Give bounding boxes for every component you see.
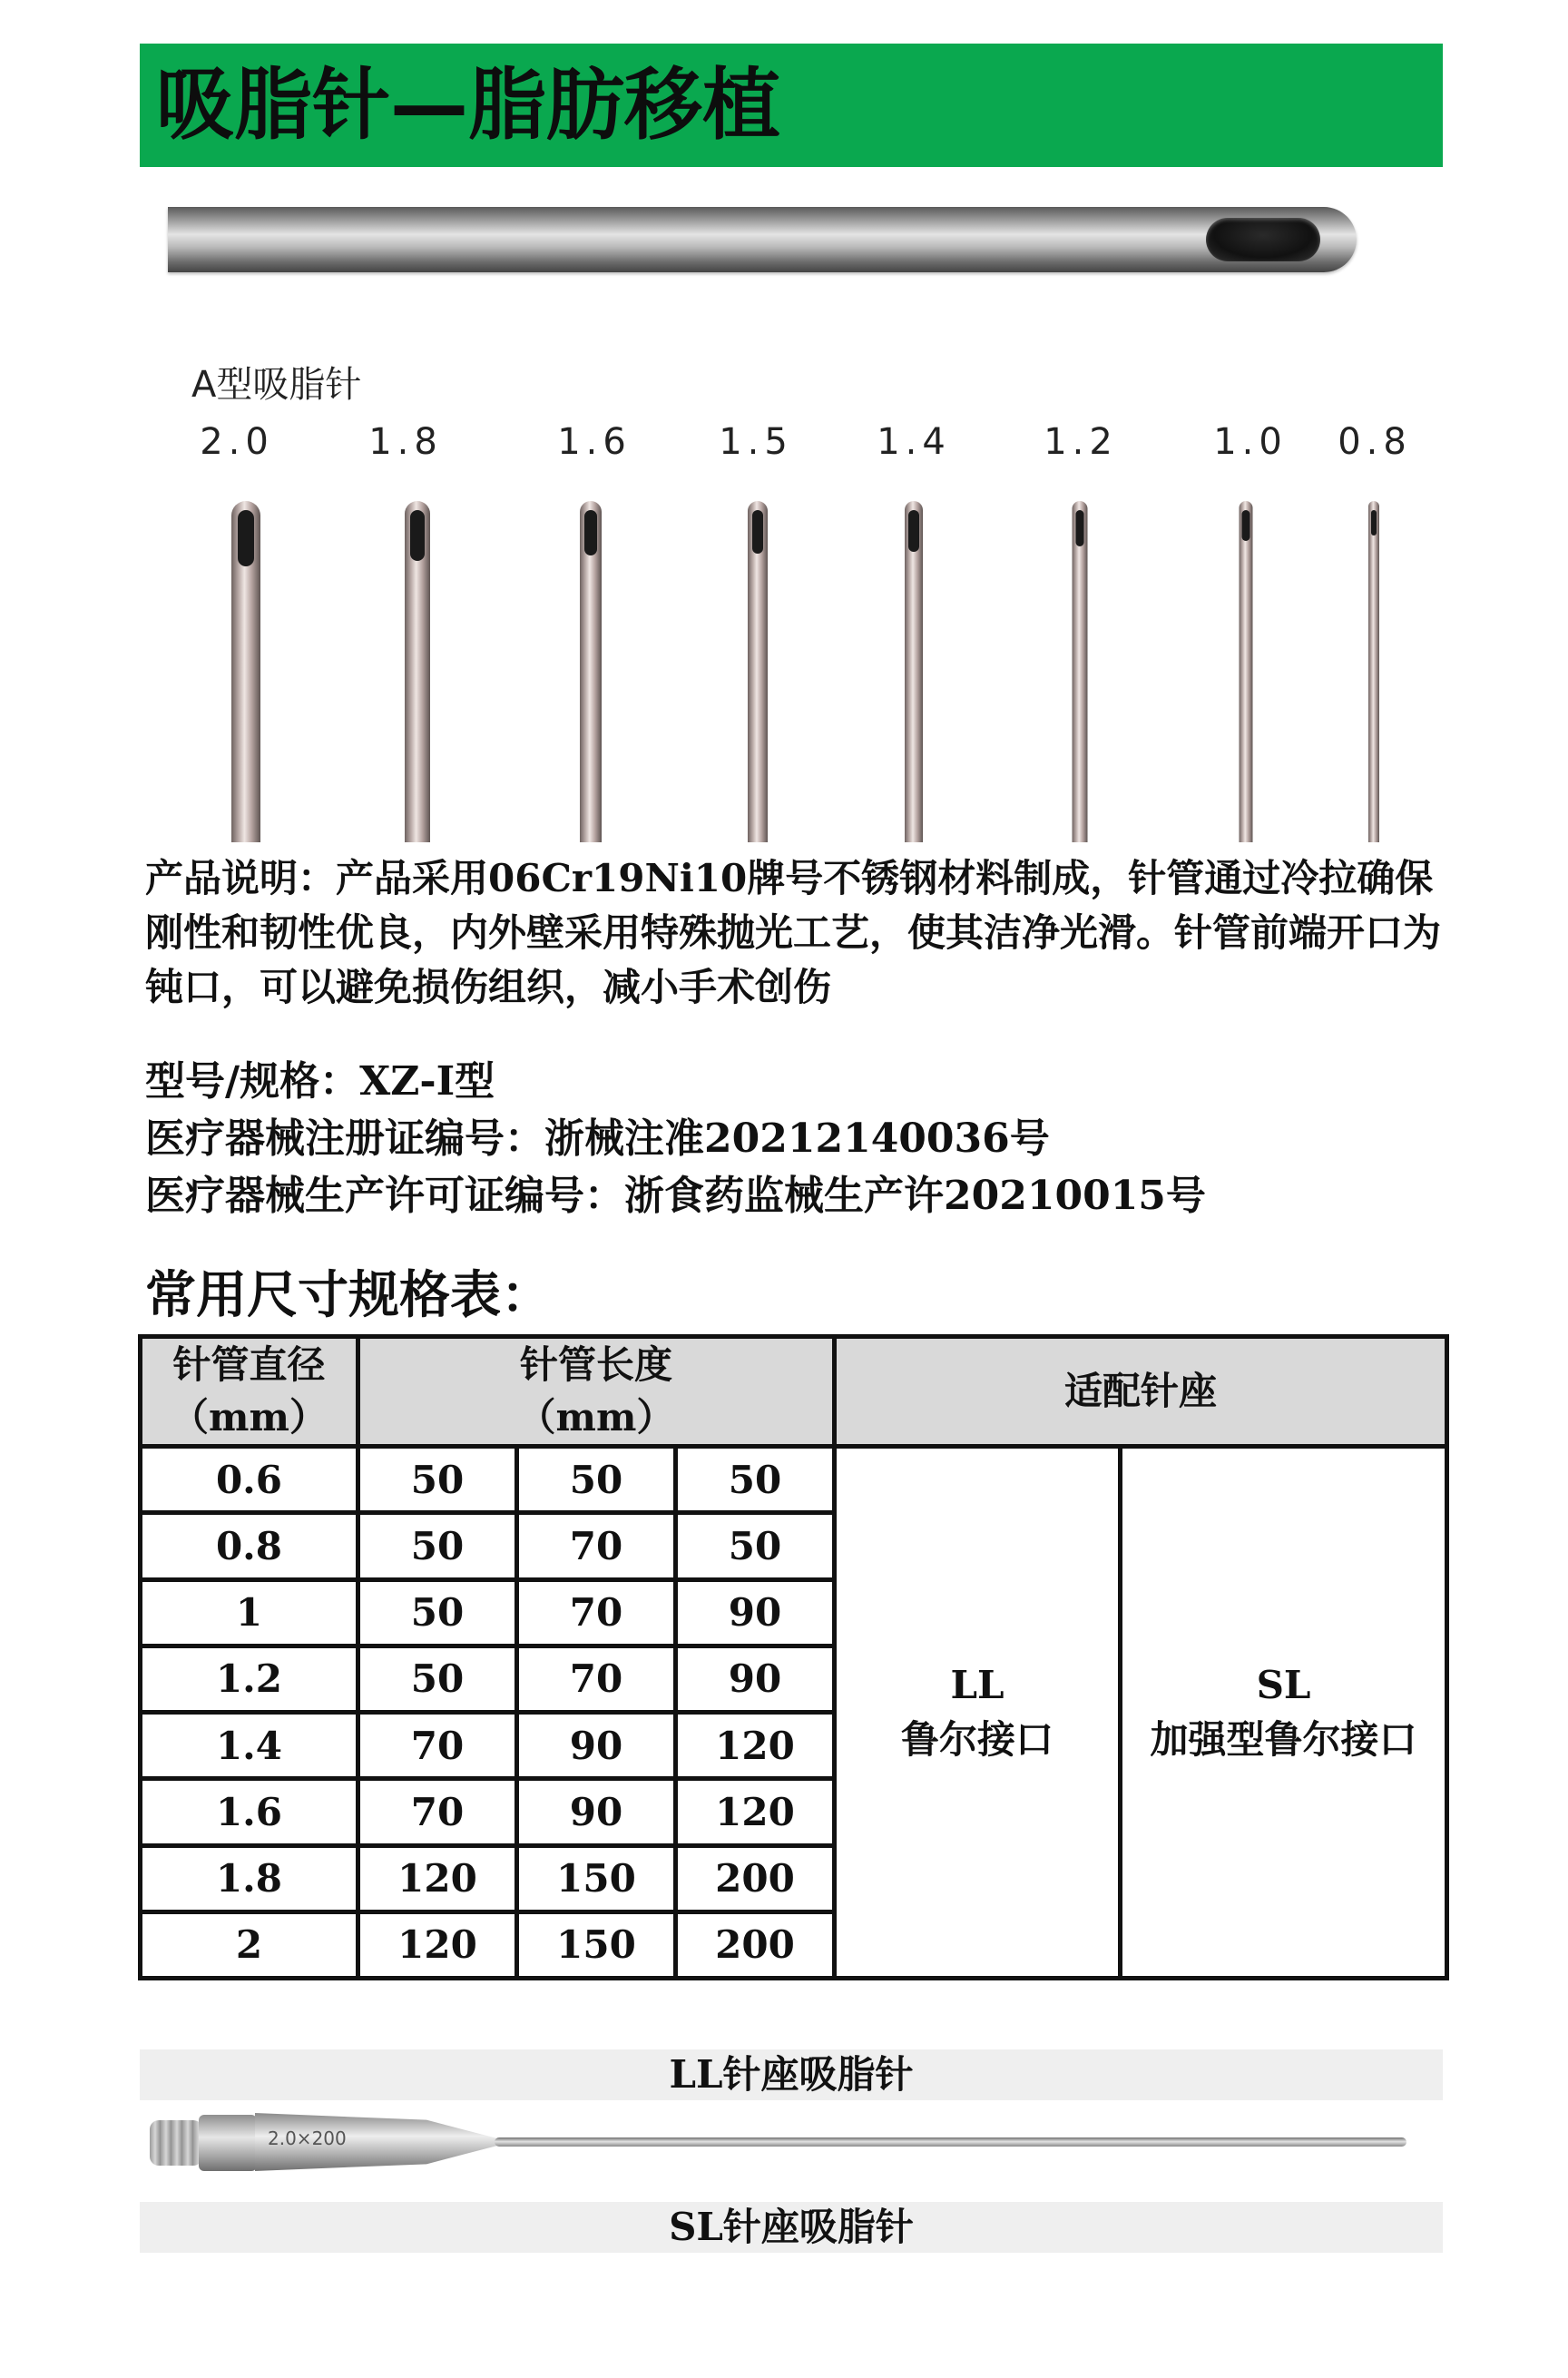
cell-length: 150 [517, 1845, 676, 1911]
hub-ring [199, 2115, 257, 2171]
cell-length: 120 [358, 1911, 517, 1978]
model-spec: 型号/规格：XZ-I型 [145, 1058, 495, 1105]
ll-hub-needle-photo [150, 2109, 1406, 2175]
gauge-label: 1.2 [1044, 421, 1118, 463]
cell-length: 50 [676, 1447, 835, 1513]
cell-length: 120 [676, 1779, 835, 1845]
cell-length: 120 [676, 1713, 835, 1779]
cell-length: 120 [358, 1845, 517, 1911]
hub-ll-code: LL [950, 1662, 1004, 1707]
product-description: 产品说明：产品采用06Cr19Ni10牌号不锈钢材料制成，针管通过冷拉确保刚性和韧性优良，内外壁采用特殊抛光工艺，使其洁净光滑。针管前端开口为钝口，可以避免损伤组织，减小手术创伤 [145, 856, 1442, 1009]
gauge-label: 1.0 [1213, 421, 1288, 463]
needle-1-6 [580, 501, 602, 842]
col-header-length [358, 1337, 835, 1447]
gauge-label: 1.4 [877, 421, 951, 463]
diameter-unit: （mm） [171, 1395, 328, 1440]
cell-length: 70 [358, 1713, 517, 1779]
hub-grip [150, 2120, 202, 2166]
cell-length: 90 [676, 1579, 835, 1646]
cell-diameter: 1.2 [141, 1646, 358, 1712]
col-header-hub: 适配针座 [835, 1337, 1447, 1447]
spec-table [138, 1334, 1449, 1980]
spec-table-title: 常用尺寸规格表： [145, 1266, 552, 1325]
cell-diameter: 1.6 [141, 1779, 358, 1845]
cell-length: 50 [358, 1513, 517, 1579]
cell-length: 70 [517, 1513, 676, 1579]
cell-length: 50 [358, 1646, 517, 1712]
needle-1-4 [905, 501, 923, 842]
cell-length: 200 [676, 1845, 835, 1911]
cell-length: 70 [517, 1646, 676, 1712]
cell-length: 90 [517, 1779, 676, 1845]
cell-length: 50 [358, 1579, 517, 1646]
gauge-label: 0.8 [1338, 421, 1412, 463]
ll-needle-caption: LL针座吸脂针 [140, 2049, 1443, 2100]
cell-diameter: 1.8 [141, 1845, 358, 1911]
cannula-opening [1206, 218, 1320, 261]
needle-1-8 [405, 501, 430, 842]
table-header-row [141, 1337, 1447, 1447]
needle-1-5 [748, 501, 768, 842]
cell-length: 70 [358, 1779, 517, 1845]
col-header-diameter [141, 1337, 358, 1447]
registration-number: 医疗器械注册证编号：浙械注准20212140036号 [145, 1115, 1050, 1162]
needle-size-photo [168, 345, 1447, 842]
gauge-label: 2.0 [200, 421, 274, 463]
page-title: 吸脂针—脂肪移植 [156, 60, 780, 151]
cell-length: 90 [517, 1713, 676, 1779]
needle-1-2 [1073, 501, 1088, 842]
cell-length: 50 [676, 1513, 835, 1579]
product-meta [145, 1053, 1452, 1224]
cannula-tip-illustration [168, 207, 1357, 272]
diameter-label: 针管直径 [172, 1342, 326, 1387]
hub-ll-name: 鲁尔接口 [900, 1716, 1054, 1762]
needle-shaft [495, 2137, 1406, 2147]
gauge-label: 1.8 [368, 421, 443, 463]
cell-diameter: 1.4 [141, 1713, 358, 1779]
length-label: 针管长度 [519, 1342, 672, 1387]
cell-length: 70 [517, 1579, 676, 1646]
cell-diameter: 1 [141, 1579, 358, 1646]
cell-diameter: 0.6 [141, 1447, 358, 1513]
needle-photo-title: A型吸脂针 [191, 364, 362, 406]
hub-sl-cell [1121, 1447, 1447, 1979]
title-banner [140, 44, 1443, 167]
needle-1-0 [1240, 501, 1253, 842]
cell-diameter: 0.8 [141, 1513, 358, 1579]
cell-diameter: 2 [141, 1911, 358, 1978]
needle-2-0 [231, 501, 260, 842]
needle-0-8 [1368, 501, 1379, 842]
gauge-label: 1.6 [557, 421, 632, 463]
cell-length: 50 [358, 1447, 517, 1513]
length-unit: （mm） [517, 1395, 675, 1440]
cell-length: 150 [517, 1911, 676, 1978]
hub-sl-name: 加强型鲁尔接口 [1150, 1716, 1417, 1762]
sl-needle-caption: SL针座吸脂针 [140, 2202, 1443, 2253]
cell-length: 200 [676, 1911, 835, 1978]
table-row [141, 1447, 1447, 1513]
hub-marking: 2.0×200 [268, 2127, 347, 2149]
cell-length: 90 [676, 1646, 835, 1712]
hub-sl-code: SL [1256, 1662, 1311, 1707]
production-license: 医疗器械生产许可证编号：浙食药监械生产许20210015号 [145, 1173, 1206, 1219]
hub-ll-cell [835, 1447, 1121, 1979]
cell-length: 50 [517, 1447, 676, 1513]
gauge-label: 1.5 [719, 421, 793, 463]
